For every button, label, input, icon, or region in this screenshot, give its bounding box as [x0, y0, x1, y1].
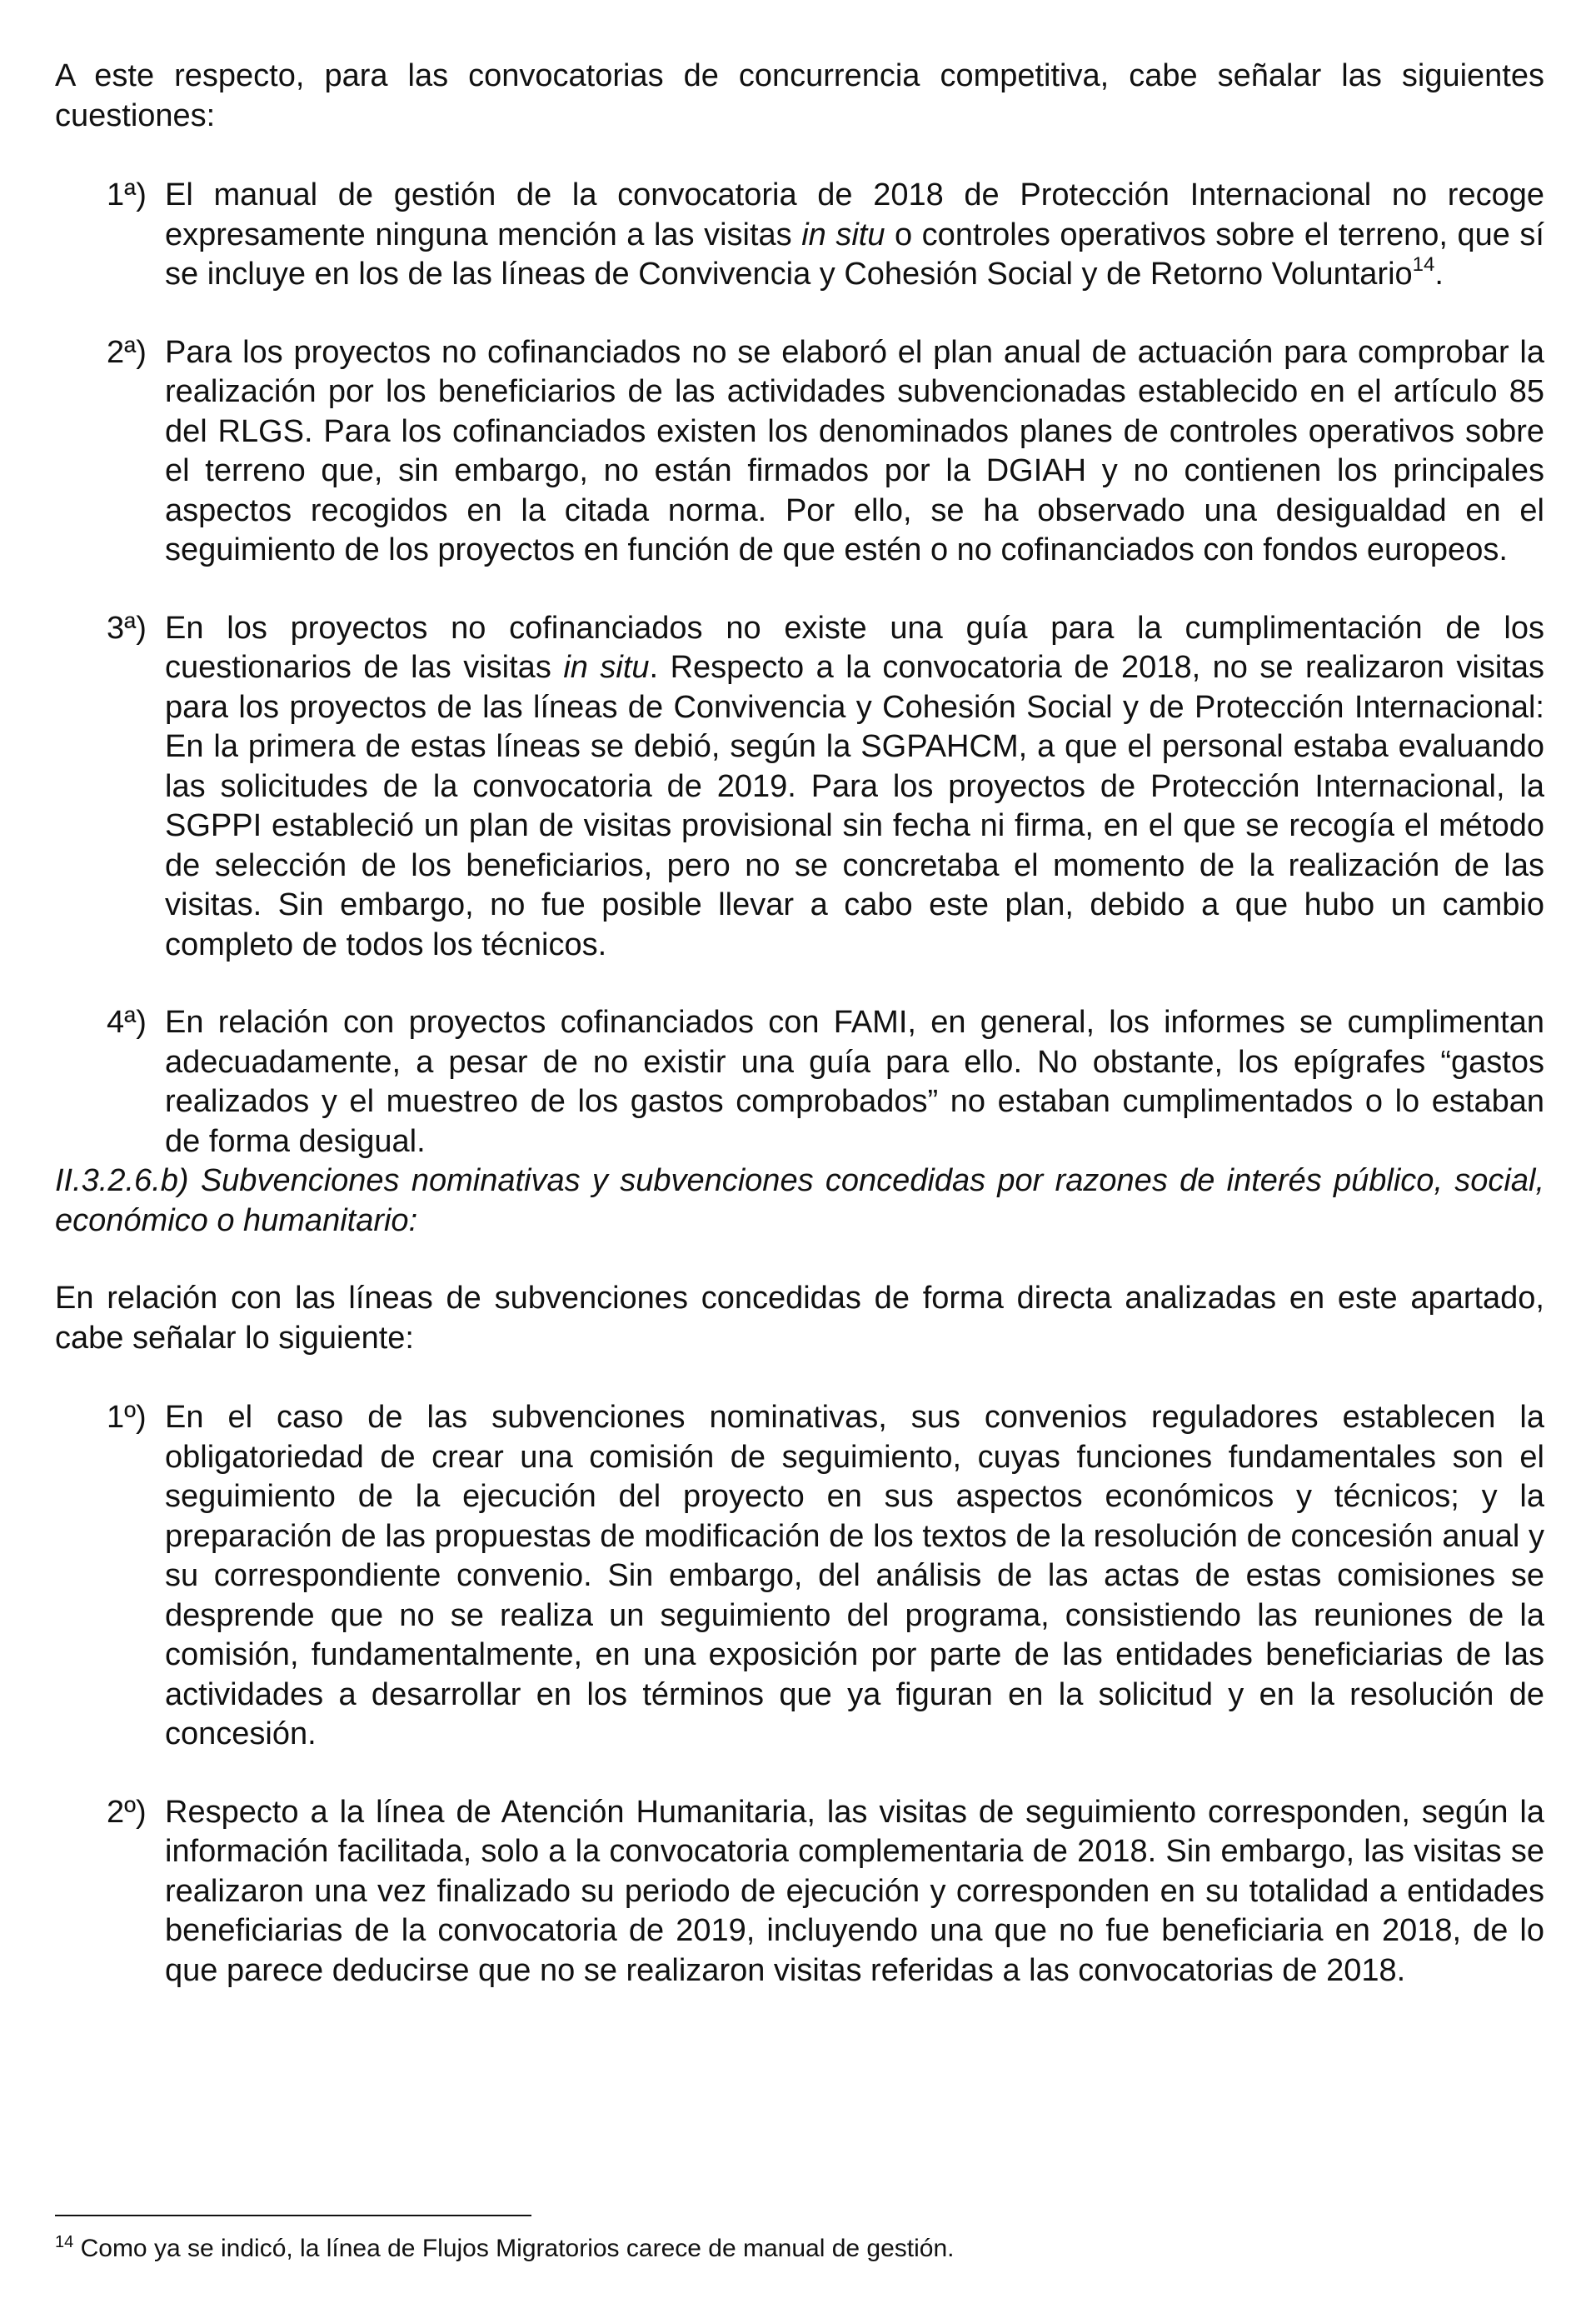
list-item	[55, 1398, 1544, 1755]
section-heading: II.3.2.6.b) Subvenciones nominativas y subvenciones concedidas por razones de interés público, social, económico o humanitario:	[55, 1163, 1544, 1238]
list-item-text: Respecto a la línea de Atención Humanitaria, las visitas de seguimiento corresponden, según la información facilitada, solo a la convocatoria complementaria de 2018. Sin embargo, las visitas se realizaron una vez finalizado su periodo de ejecución y corresponden en su totalidad a entidades beneficiarias de la convocatoria de 2019, incluyendo una que no fue beneficiaria en 2018, de lo que parece deducirse que no se realizaron visitas referidas a las convocatorias de 2018.	[165, 1794, 1544, 1988]
list-item-italic: in situ	[563, 650, 650, 685]
list-item-number: 1º)	[107, 1400, 147, 1435]
list-item-text: o controles operativos sobre el terreno, que sí se incluye en los de las líneas de Convivencia y Cohesión Social y de Retorno Voluntario	[165, 217, 1544, 292]
list-item-text: El manual de gestión de la convocatoria de 2018 de Protección Internacional no recoge expresamente ninguna mención a las visitas	[165, 177, 1544, 252]
list-item	[55, 609, 1544, 966]
list-item-number: 2º)	[107, 1794, 147, 1830]
footnote-text: Como ya se indicó, la línea de Flujos Migratorios carece de manual de gestión.	[80, 2235, 955, 2262]
list-item-text: En los proyectos no cofinanciados no existe una guía para la cumplimentación de los cuestionarios de las visitas	[165, 610, 1544, 685]
list-item-text: . Respecto a la convocatoria de 2018, no se realizaron visitas para los proyectos de las líneas de Convivencia y Cohesión Social y de Protección Internacional: En la primera de estas líneas se debió, según la SGPAHCM, a que el personal estaba evaluando las solicitudes de la convocatoria de 2019. Para los proyectos de Protección Internacional, la SGPPI estableció un plan de visitas provisional sin fecha ni firma, en el que se recogía el método de selección de los beneficiarios, pero no se concretaba el momento de la realización de las visitas. Sin embargo, no fue posible llevar a cabo este plan, debido a que hubo un cambio completo de todos los técnicos.	[165, 650, 1544, 962]
intro-paragraph-b: En relación con las líneas de subvenciones concedidas de forma directa analizadas en este apartado, cabe señalar lo siguiente:	[55, 1281, 1544, 1356]
list-item-text: Para los proyectos no cofinanciados no se elaboró el plan anual de actuación para comprobar la realización por los beneficiarios de las actividades subvencionadas establecido en el artículo 85 del RLGS. Para los cofinanciados existen los denominados planes de controles operativos sobre el terreno que, sin embargo, no están firmados por la DGIAH y no contienen los principales aspectos recogidos en la citada norma. Por ello, se ha observado una desigualdad en el seguimiento de los proyectos en función de que estén o no cofinanciados con fondos europeos.	[165, 334, 1544, 567]
list-item-number: 4ª)	[107, 1005, 147, 1040]
footnote-divider	[55, 2215, 531, 2216]
list-item	[55, 1793, 1544, 1991]
footnote-number: 14	[55, 2233, 74, 2251]
list-item	[55, 1003, 1544, 1161]
document-page	[55, 57, 1544, 1991]
list-item-number: 1ª)	[107, 177, 147, 212]
intro-paragraph: A este respecto, para las convocatorias de concurrencia competitiva, cabe señalar las siguientes cuestiones:	[55, 58, 1544, 133]
competitive-issues-list	[55, 176, 1544, 1161]
list-item	[55, 176, 1544, 295]
list-item-number: 3ª)	[107, 610, 147, 646]
footnote-reference[interactable]: 14	[1412, 253, 1435, 277]
list-item	[55, 333, 1544, 571]
list-item-text: En relación con proyectos cofinanciados con FAMI, en general, los informes se cumplimentan adecuadamente, a pesar de no existir una guía para ello. No obstante, los epígrafes “gastos realizados y el muestreo de los gastos comprobados” no estaban cumplimentados o lo estaban de forma desigual.	[165, 1005, 1544, 1159]
direct-grants-list	[55, 1398, 1544, 1991]
list-item-number: 2ª)	[107, 334, 147, 370]
list-item-text: .	[1434, 257, 1444, 292]
list-item-italic: in situ	[801, 217, 885, 252]
footnote	[55, 2233, 1544, 2265]
list-item-text: En el caso de las subvenciones nominativas, sus convenios reguladores establecen la obligatoriedad de crear una comisión de seguimiento, cuyas funciones fundamentales son el seguimiento de la ejecución del proyecto en sus aspectos económicos y técnicos; y la preparación de las propuestas de modificación de los textos de la resolución de concesión anual y su correspondiente convenio. Sin embargo, del análisis de las actas de estas comisiones se desprende que no se realiza un seguimiento del programa, consistiendo las reuniones de la comisión, fundamentalmente, en una exposición por parte de las entidades beneficiarias de las actividades a desarrollar en los términos que ya figuran en la solicitud y en la resolución de concesión.	[165, 1400, 1544, 1751]
